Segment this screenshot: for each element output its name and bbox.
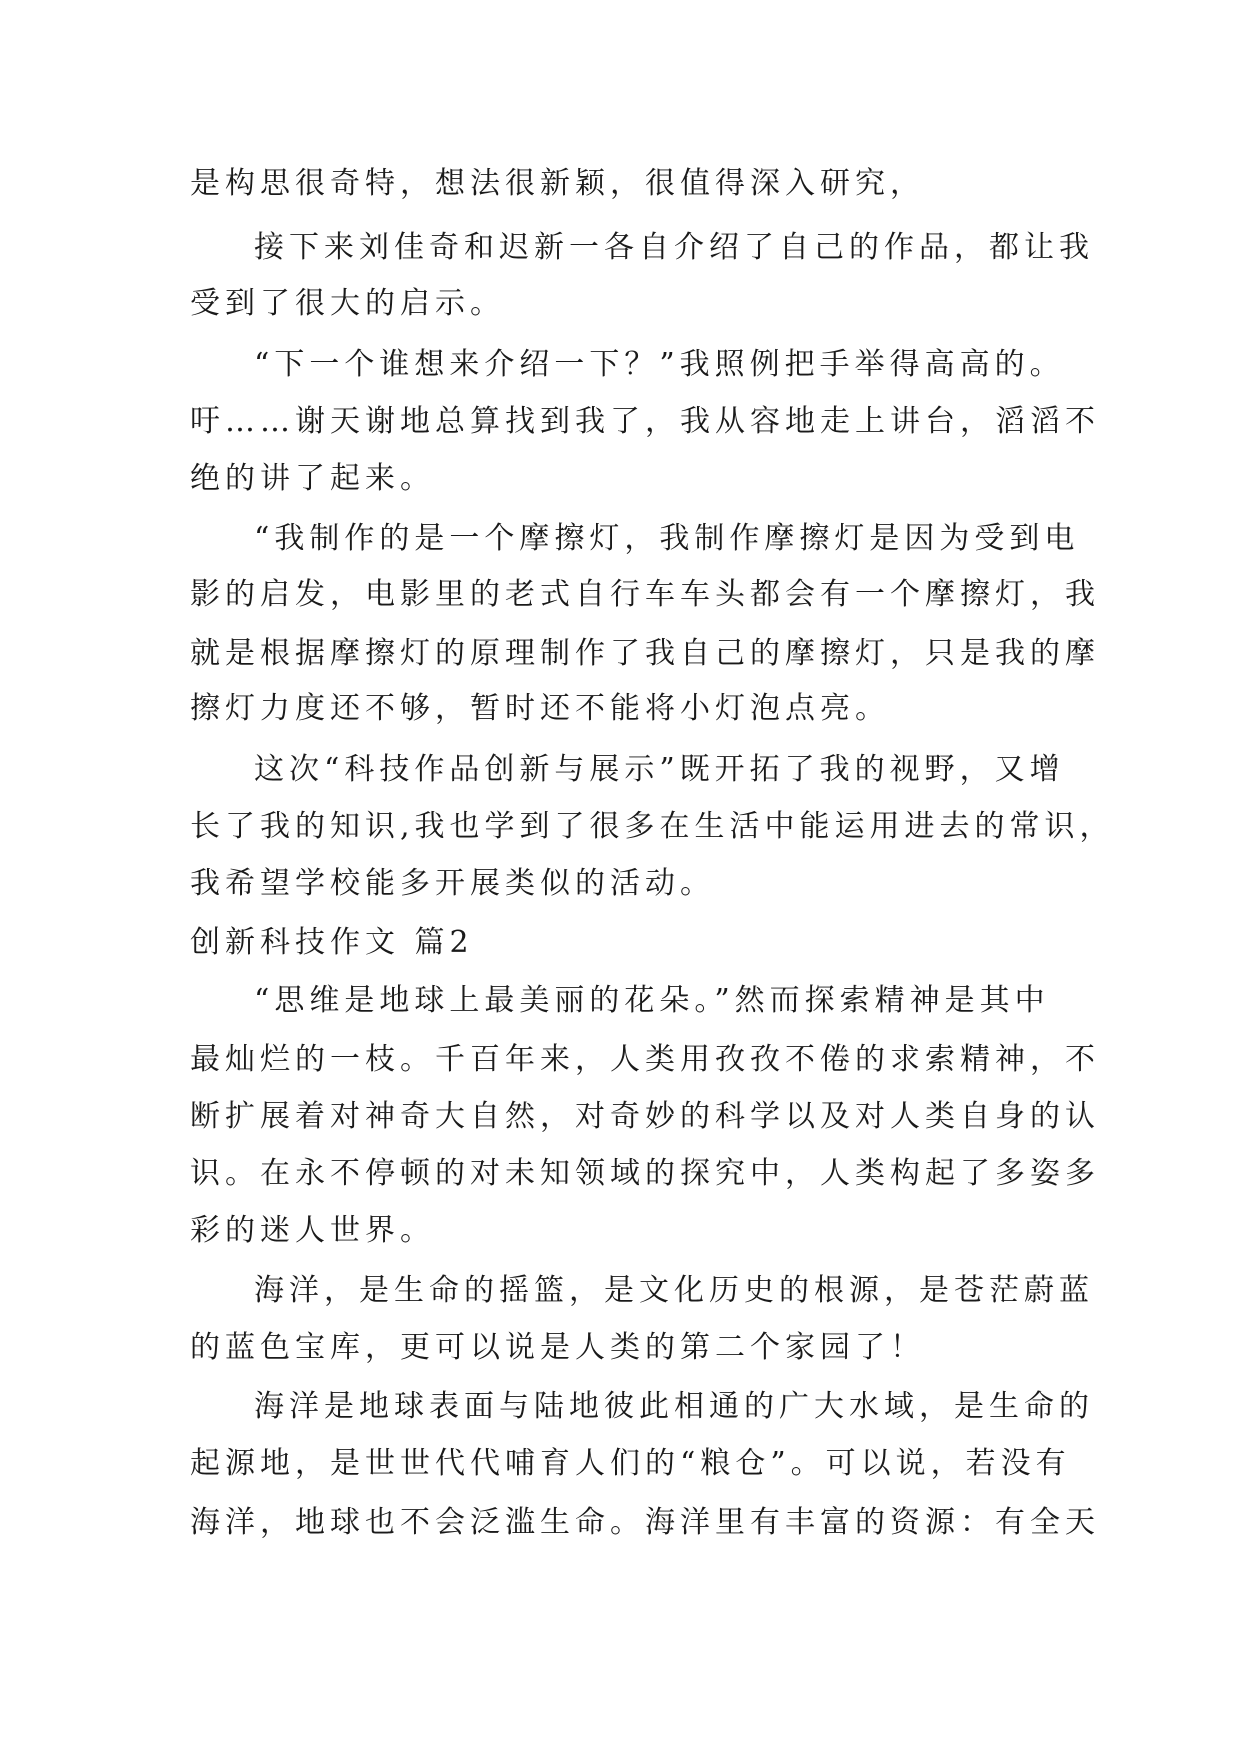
text-line: 起源地，是世世代代哺育人们的“粮仓”。可以说，若没有 bbox=[190, 1446, 1071, 1481]
text-line: 彩的迷人世界。 bbox=[190, 1213, 435, 1248]
text-line: 是构思很奇特，想法很新颖，很值得深入研究， bbox=[190, 166, 925, 201]
text-line: “下一个谁想来介绍一下？”我照例把手举得高高的。 bbox=[254, 347, 1065, 382]
text-line: 断扩展着对神奇大自然，对奇妙的科学以及对人类自身的认 bbox=[190, 1099, 1100, 1134]
text-line: 影的启发，电影里的老式自行车车头都会有一个摩擦灯，我 bbox=[190, 577, 1100, 612]
text-line: 海洋，地球也不会泛滥生命。海洋里有丰富的资源：有全天 bbox=[190, 1505, 1100, 1540]
text-line: 海洋是地球表面与陆地彼此相通的广大水域，是生命的 bbox=[254, 1389, 1094, 1424]
section-heading: 创新科技作文 篇2 bbox=[190, 925, 474, 960]
text-line: 识。在永不停顿的对未知领域的探究中，人类构起了多姿多 bbox=[190, 1156, 1100, 1191]
text-line: 海洋，是生命的摇篮，是文化历史的根源，是苍茫蔚蓝 bbox=[254, 1273, 1094, 1308]
text-line: “我制作的是一个摩擦灯，我制作摩擦灯是因为受到电 bbox=[254, 521, 1080, 556]
text-line: 就是根据摩擦灯的原理制作了我自己的摩擦灯，只是我的摩 bbox=[190, 636, 1100, 671]
text-line: “思维是地球上最美丽的花朵。”然而探索精神是其中 bbox=[254, 983, 1050, 1018]
text-line: 擦灯力度还不够，暂时还不能将小灯泡点亮。 bbox=[190, 691, 890, 726]
text-line: 长了我的知识,我也学到了很多在生活中能运用进去的常识， bbox=[190, 809, 1115, 844]
text-line: 吁……谢天谢地总算找到我了，我从容地走上讲台，滔滔不 bbox=[190, 404, 1100, 439]
text-line: 这次“科技作品创新与展示”既开拓了我的视野，又增 bbox=[254, 752, 1065, 787]
text-line: 我希望学校能多开展类似的活动。 bbox=[190, 866, 715, 901]
text-line: 接下来刘佳奇和迟新一各自介绍了自己的作品，都让我 bbox=[254, 230, 1094, 265]
text-line: 的蓝色宝库，更可以说是人类的第二个家园了！ bbox=[190, 1330, 925, 1365]
text-line: 最灿烂的一枝。千百年来，人类用孜孜不倦的求索精神，不 bbox=[190, 1042, 1100, 1077]
text-line: 绝的讲了起来。 bbox=[190, 461, 435, 496]
text-line: 受到了很大的启示。 bbox=[190, 286, 505, 321]
